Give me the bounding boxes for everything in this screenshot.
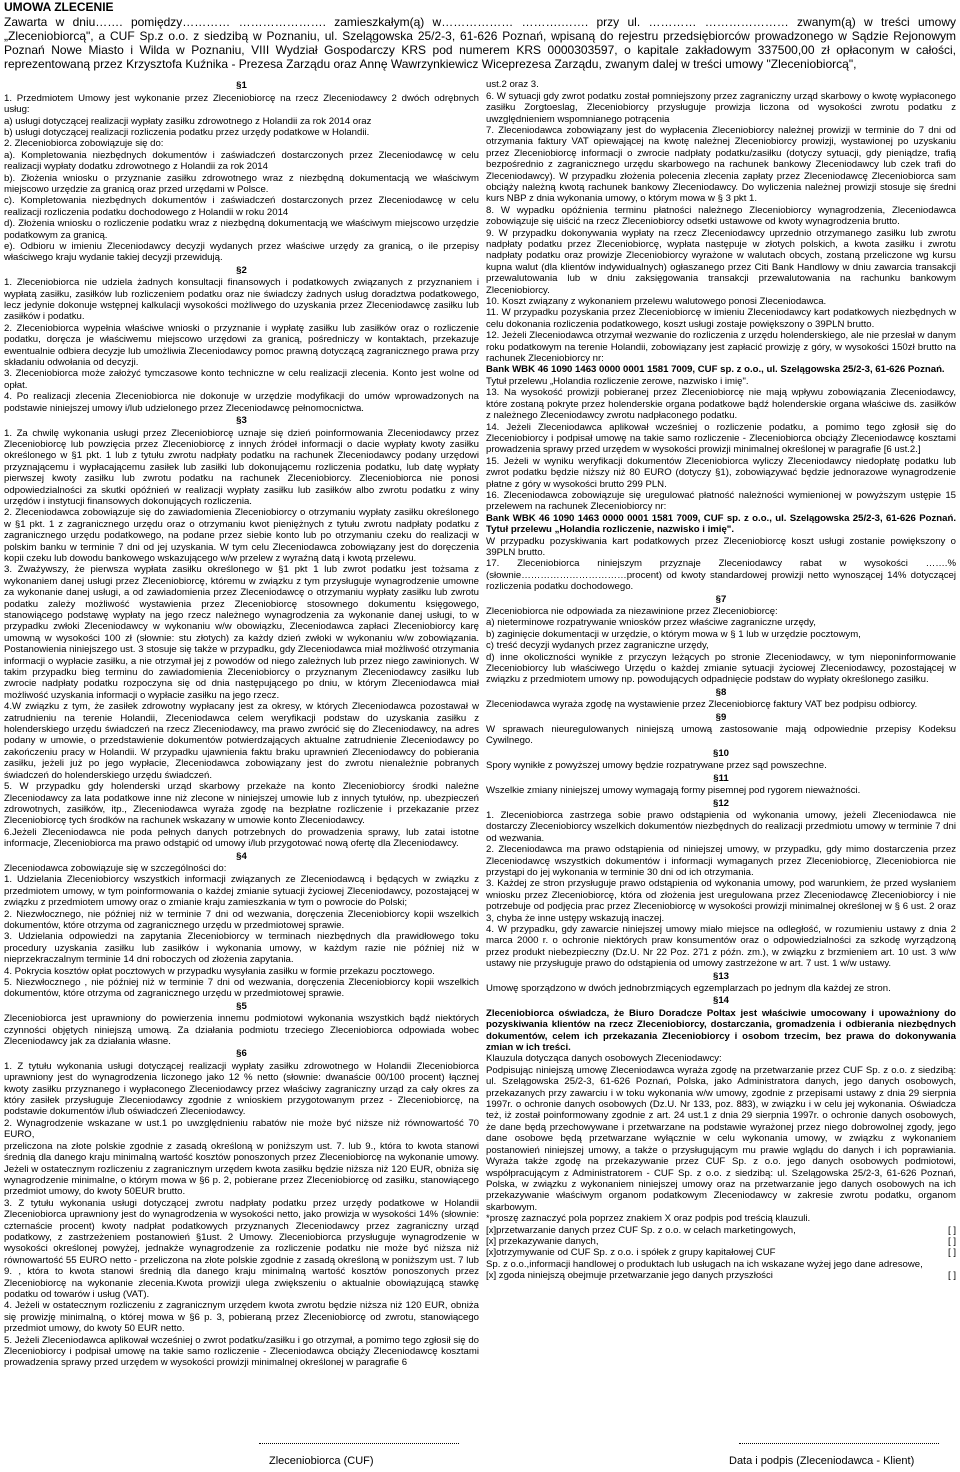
clause-paragraph: b) usługi dotyczącej realizacji rozliczenia podatku przez urzędy podatkowe w Holandii.: [4, 126, 370, 138]
clause-paragraph: 5. Jeżeli Zleceniodawca aplikował wcześniej o zwrot podatku/zasiłku i go otrzymał, a pomimo tego zgłosił się do Zleceniobiorcy i podpisał umowę na takie samo rozliczenie - Zleceniodawca obciąży Zleceniodawcę kosztami prowadzenia sprawy przed urzędem w wysokości prowizji minimalnej określonej w paragrafie 6: [4, 1334, 479, 1369]
clause-paragraph: 1. Udzielania Zleceniobiorcy wszystkich informacji związanych ze Zleceniodawcą i będących w związku z przedmiotem umowy, w tym poinformowania o każdej zmianie sytuacji życiowej Zleceniodawcy, pozostającej w związku z przedmiotem umowy oraz o zmianie kraju zamieszkania w tym o powrocie do Polski;: [4, 874, 479, 909]
clause-paragraph: 14. Jeżeli Zleceniodawca aplikował wcześniej o rozliczenie podatku, a pomimo tego zgłosił się do Zleceniobiorcy i podpisał umowę na takie samo rozliczenie - Zleceniobiorca obciąży Zleceniodawcę kosztami prowadzenia sprawy przed urzędem w wysokości prowizji minimalnej określonej w paragrafie [6 ust.2.]: [486, 421, 956, 456]
section-heading: §3: [236, 415, 247, 427]
clause-paragraph: Zleceniobiorca nie odpowiada za niezawinione przez Zleceniobiorcę:: [486, 606, 778, 617]
clause-paragraph: 1. Za chwilę wykonania usługi przez Zleceniobiorcę uznaje się dzień poinformowania Zleceniodawcy przez Zleceniobiorcę lub powzięcia przez Zleceniobiorcę z innych źródeł informacji o dacie wypłaty kwoty zasiłku określonego w §1 pkt. 1 lub z tytułu zwrotu nadpłaty podatku na rachunek Zleceniodawcy podany urzędowi przyznającemu i wypłacającemu zasiłek lub zasiłki lub dokonującemu rozliczenia podatku, lub datę wypłaty pierwszej kwoty zasiłku lub zwrotu podatku na rachunek Zleceniobiorcy. Zleceniobiorca nie ponosi odpowiedzialności za skutki opóźnień w realizacji wypłaty zasiłku lub zasiłków albo zwrotu podatku z winy urzędów i instytucji finansowych dokonujących rozliczenia.: [4, 427, 479, 507]
clause-paragraph: 4. Pokrycia kosztów opłat pocztowych w przypadku wysyłania zasiłku w formie przekazu pocztowego.: [4, 965, 435, 977]
clause-paragraph: 8. W wypadku opóźnienia terminu płatności należnego Zleceniobiorcy wynagrodzenia, Zleceniodawca zobowiązuje się uiścić na rzecz Zleceniobiorcy odsetki ustawowe od kwoty wynagrodzenia brutto.: [486, 204, 956, 228]
section-heading: §1: [236, 80, 247, 92]
consent-text: [x]przetwarzanie danych przez CUF Sp. z o.o. w celach marketingowych,: [486, 1224, 796, 1236]
clause-paragraph: 2. Zleceniobiorca zobowiązuje się do:: [4, 138, 164, 150]
clause-paragraph: przeliczona na złote polskie zgodnie z zasadą określoną w poniższym ust. 7. lub 9., która to kwota stanowi średnią dla danego kraju minimalną wartość kosztów ponoszonych przez Zleceniobiorcę na wykonanie umowy. Jeżeli w ostatecznym rozliczeniu z zagranicznym urzędem kwota zasiłku będzie niższa niż 120 EUR, obniża się wynagrodzenie minimalne, o którym mowa w §6 p. 2, pobierane przez Zleceniobiorcę od zasiłku, stanowiącego przedmiot umowy, do kwoty 50EUR brutto.: [4, 1140, 479, 1198]
clause-paragraph: 3. Zważywszy, że pierwsza wypłata zasiłku określonego w §1 pkt 1 lub zwrot podatku jest tożsama z wykonaniem danej usługi przez Zleceniobiorcę, któremu w związku z tym przysługuje wynagrodzenie umowne za wykonanie danej usługi, a od zawiadomienia przez Zleceniodawcę o otrzymaniu wypłaty zasiłku lub zwrotu podatku zależy możliwość wystawienia przez Zleceniobiorcę stosownego dokumentu księgowego, stanowiącego podstawę wypłaty na jego rzecz należnego wynagrodzenia za wykonanie danej usługi, to w przypadku zwłoki Zleceniodawcy w wykonaniu w/w obowiązku, Zleceniodawca zapłaci Zleceniobiorcy karę umowną w wysokości 100 zł (słownie: stu złotych) za każdy dzień zwłoki w wykonaniu w/w zobowiązania. Postanowienia niniejszego ust. 3 stosuje się także w przypadku, gdy Zleceniodawca miał możliwość otrzymania informacji o wypłacie zasiłku, a nie otrzymał jej z powodów od niego zależnych lub przez niego zawinionych. W takim przypadku bieg terminu do zawiadomienia Zleceniobiorcy o przyznanym Zleceniodawcy zasiłku lub zwrocie nadpłaty podatku rozpoczyna się od dnia następującego po dniu, w którym Zleceniodawca miał możliwość uzyskania informacji o wypłacie zasiłku na jego rzecz.: [4, 564, 479, 701]
clause-paragraph: 2. Zleceniobiorca wypełnia właściwe wnioski o przyznanie i wypłatę zasiłku lub zasiłków oraz o rozliczenie podatku, doręcza je właściwemu miejscowo urzędowi za granicą, pośredniczy w kontaktach, przekazuje ewentualnie odbiera decyzje lub umożliwia Zleceniodawcy pomoc prawną dotyczącą zagranicznego prawa przy składaniu odwołania od decyzji.: [4, 322, 479, 369]
clause-paragraph: 13. Na wysokość prowizji pobieranej przez Zleceniobiorcę nie mają wpływu zobowiązania Zleceniodawcy, które zostaną pokryte przez holenderskie organa podatkowe bądź holenderskie organa właściwe ds. zasiłków z należnego Zleceniodawcy zwrotu nadpłaconego podatku.: [486, 387, 956, 422]
clause-paragraph: 2. Wynagrodzenie wskazane w ust.1 po uwzględnieniu rabatów nie może być niższe niż równowartość 70 EURO,: [4, 1117, 479, 1141]
clause-paragraph: Zleceniobiorca oświadcza, że Biuro Doradcze Poltax jest właściwie umocowany i upoważniony do pozyskiwania klientów na rzecz Zleceniobiorcy, dostarczania, gromadzenia i odbierania niezbędnych dokumentów, celem ich przekazania Zleceniobiorcy i osobom trzecim, bez prawa do dokonywania zmian w ich treści.: [486, 1007, 956, 1054]
clause-paragraph: 6. W sytuacji gdy zwrot podatku został pomniejszony przez zagraniczny urząd skarbowy o kwotę wypłaconego zasiłku Zorgtoeslag, Zleceniobiorcy przysługuje prowizja liczona od wysokości zwrotu podatku z uwzględnieniem wspomnianego potrącenia: [486, 90, 956, 125]
clause-paragraph: 9. W przypadku dokonywania wypłaty na rzecz Zleceniodawcy uprzednio otrzymanego zasiłku lub zwrotu nadpłaty podatku przez Zleceniobiorcę, wypłata następuje w złotych polskich, a kwota zasiłku i zwrotu nadpłaty podatku oraz prowizje Zleceniobiorcy wyrażone w walutach obcych, zostaną przeliczone wg kursu kupna walut (dla klientów indywidualnych) ogłaszanego przez Citi Bank Handlowy w dniu zawarcia transakcji przewalutowania lub w dniu zaksięgowania transakcji przewalutowania na rachunku bankowym Zleceniobiorcy.: [486, 227, 956, 296]
clause-paragraph: Podpisując niniejszą umowę Zleceniodawca wyraża zgodę na przetwarzanie przez CUF Sp. z o.o. z siedzibą: ul. Szelągowska 25/2-3, 61-626 Poznań, Polska, jako Administratora danych, jego danych osobowych, przekazanych przy zawarciu i w toku wykonania w/w umowy, zgodnie z przepisami ustawy z dnia 29 sierpnia 1997r. o ochronie danych osobowych (Dz.U. Nr 133, poz. 883), w związku i w celu jej wykonania. Oświadcza też, iż został poinformowany zgodnie z art. 24 ust.1 z dnia 29 sierpnia 1997r. o ochronie danych osobowych, że dane będą przechowywane i przetwarzane na podstawie wyrażonej przez niego dobrowolnej zgody, jego dane osobowe będą przetwarzane wyłącznie w celu wykonania umowy, w związku z wykonaniem postanowień niniejszej umowy, a także o przysługującym mu prawie wglądu do danych i ich poprawiania. Wyraża także zgodę na przekazywanie przez CUF Sp. z o.o. jego danych osobowych podmiotowi, współpracującym z Administratorem - CUF Sp. z o.o. z siedzibą: ul. Szelągowska 25/2-3, 61-626 Poznań, Polska, w związku z wykonaniem niniejszej umowy oraz na przetwarzanie jego danych osobowych na ich przekazywanie właściwym organom podatkowym Zleceniodawcy w zakresie zwrotu podatku, organom skarbowym.: [486, 1064, 956, 1213]
consent-row: [486, 1270, 956, 1281]
clause-paragraph: *proszę zaznaczyć pola poprzez znakiem X oraz podpis pod treścią klauzuli.: [486, 1213, 811, 1225]
clause-paragraph: Wszelkie zmiany niniejszej umowy wymagają formy pisemnej pod rygorem nieważności.: [486, 785, 861, 797]
signature-label-client: Data i podpis (Zleceniodawca - Klient): [729, 1455, 915, 1467]
clause-paragraph: Bank WBK 46 1090 1463 0000 0001 1581 7009, CUF sp. z o.o., ul. Szelągowska 25/2-3, 61-626 Poznań. Tytuł przelewu „Holandia rozliczenie, nazwisko i imię".: [486, 512, 956, 536]
signature-line-contractor: [259, 1443, 459, 1444]
clause-paragraph: 3. Każdej ze stron przysługuje prawo odstąpienia od wykonania umowy, pod warunkiem, że przed wysłaniem wniosku przez Zleceniobiorcę, która od złożenia jest uregulowana przez Zleceniodawcę Zleceniobiorcy i nie potrzebuje od podjęcia prac przez Zleceniobiorcę w wysokości prowizji minimalnej określonej w § 6 ust. 2 oraz 3, chyba że inne ustępy wskazują inaczej.: [486, 878, 956, 924]
clause-paragraph: 7. Zleceniodawca zobowiązany jest do wypłacenia Zleceniobiorcy należnej prowizji w terminie do 7 dni od otrzymania faktury VAT opiewającej na kwotę należnej Zleceniobiorcy prowizji, wystawionej po uzyskaniu przez Zleceniobiorcę informacji o zwrocie nadpłaty podatku/zasiłku (dotyczy sytuacji, gdy pieniądze, trafią bezpośrednio z zagranicznego urzędu skarbowego na rachunek bankowy Zleceniodawcy lub czek trafi do Zleceniodawcy). W przypadku złożenia polecenia zlecenia zapłaty przez Zleceniodawcę Zleceniobiorca sam obciąży należną kwotą rachunek bankowy Zleceniodawcy. Do wyliczenia należnej prowizji stosuje się średni kurs NBP z dnia wykonania umowy, o którym mowa w § 3 pkt 1.: [486, 124, 956, 205]
contract-columns: [4, 79, 956, 1369]
clause-paragraph: 3. Udzielania odpowiedzi na zapytania Zleceniobiorcy w terminach niezbędnych dla prawidłowego toku procedury uzyskania zasiłku lub zasiłków i wykonania umowy, w każdym razie nie później niż w nieprzekraczalnym terminie 14 dni roboczych od złożenia zapytania.: [4, 931, 479, 966]
clause-paragraph: Sp. z o.o.,informacji handlowej o produktach lub usługach na ich wskazane wyżej jego dane adresowe,: [486, 1258, 923, 1270]
right-column: [486, 79, 956, 1369]
clause-paragraph: b) zaginięcie dokumentacji w urzędzie, o którym mowa w § 1 lub w urzędzie pocztowym,: [486, 628, 861, 640]
clause-paragraph: Zleceniobiorca jest uprawniony do powierzenia innemu podmiotowi wykonania wszystkich bądź niektórych czynności objętych niniejszą umową. Za działania podmiotu trzeciego Zleceniobiorca odpowiada wobec Zleceniodawcy jak za działania własne.: [4, 1013, 479, 1048]
consent-checkbox[interactable]: [ ]: [948, 1247, 956, 1259]
consent-checkbox[interactable]: [ ]: [948, 1270, 956, 1282]
clause-paragraph: 17. Zleceniobiorca niniejszym przyznaje Zleceniodawcy rabat w wysokości …….% (słownie……………………………procent) od kwoty standardowej prowizji netto wynoszącej 14% dotyczącej rozliczenia podatku dochodowego.: [486, 558, 956, 593]
clause-paragraph: Tytuł przelewu „Holandia rozliczenie zerowe, nazwisko i imię".: [486, 375, 749, 387]
clause-paragraph: 4. Jeżeli w ostatecznym rozliczeniu z zagranicznym urzędem kwota zwrotu będzie niższa niż 120 EUR, obniża się prowizję minimalną, o której mowa w §6 p. 3, pobieraną przez Zleceniobiorcę od zwrotu, stanowiącego przedmiot umowy, do kwoty 50 EUR netto.: [4, 1300, 479, 1335]
clause-paragraph: 3. Zleceniobiorca może założyć tymczasowe konto techniczne w celu realizacji zlecenia. Konto jest wolne od opłat.: [4, 368, 479, 391]
clause-paragraph: b). Złożenia wniosku o przyznanie zasiłku zdrowotnego wraz z niezbędną dokumentacją we właściwym miejscowo urzędzie za granicą oraz przed urzędami w Polsce.: [4, 172, 479, 195]
contract-intro: Zawarta w dniu……. pomiędzy………… …………………. zamieszkałym(ą) w……………… ……….……. przy ul. ………… ………………… zwanym(ą) w treści umowy „Zleceniobiorcą", a CUF Sp.z o.o. z siedzibą w Poznaniu, ul. Szelągowska 25/2-3, 61-626 Poznań, wpisaną do rejestru przedsiębiorców prowadzonego w Sądzie Rejonowym Poznań Nowe Miasto i Wilda w Poznaniu, VIII Wydział Gospodarczy KRS pod numerem KRS 0000303597, o kapitale zakładowym 337500,00 zł opłaconym w całości, reprezentowaną przez Krzysztofa Kuźnika - Prezesa Zarządu oraz Annę Wawrzynkiewicz Wiceprezesa Zarządu, zwanym dalej w treści umowy "Zleceniobiorcą",: [4, 15, 956, 72]
clause-paragraph: W sprawach nieuregulowanych niniejszą umową zastosowanie mają odpowiednie przepisy Kodeksu Cywilnego.: [486, 724, 956, 747]
consent-checkbox[interactable]: [ ]: [948, 1235, 956, 1247]
consent-row: [486, 1236, 956, 1247]
consent-row: [486, 1225, 956, 1236]
clause-paragraph: 1. Przedmiotem Umowy jest wykonanie przez Zleceniobiorcę na rzecz Zleceniodawcy 2 dwóch odrębnych usług:: [4, 92, 479, 116]
clause-paragraph: 5. Niezwłocznego , nie później niż w terminie 7 dni od wezwania, doręczenia Zleceniobiorcy kopii wszelkich dokumentów, które otrzyma od zagranicznego urzędu w przedmiotowej sprawie.: [4, 977, 479, 1000]
consent-row: [486, 1247, 956, 1258]
section-heading: §9: [715, 711, 727, 723]
clause-paragraph: ust.2 oraz 3.: [486, 79, 539, 91]
section-heading: §14: [712, 995, 729, 1007]
consent-text: [x] zgoda niniejszą obejmuje przetwarzanie jego danych przyszłości: [486, 1270, 773, 1282]
clause-paragraph: W przypadku pozyskiwania kart podatkowych przez Zleceniobiorcę koszt usługi zostanie powiększony o 39PLN brutto.: [486, 535, 956, 558]
section-heading: §2: [236, 264, 247, 276]
clause-paragraph: c). Kompletowania niezbędnych dokumentów i zaświadczeń dostarczonych przez Zleceniodawcę w celu realizacji rozliczenia podatku dochodowego z Holandii w roku 2014: [4, 195, 479, 218]
clause-paragraph: 3. Z tytułu wykonania usługi dotyczącej zwrotu nadpłaty podatku przez urzędy podatkowe w Holandii Zleceniobiorca uprawniony jest do wynagrodzenia w wysokości netto, jako prowizja w wysokości 14% (słownie: czternaście procent) kwoty nadpłat podatkowych przyznanych Zleceniodawcy przez zagraniczny urząd podatkowy, z zastrzeżeniem postanowień §1ust. 2 Umowy. Zleceniobiorca przysługuje wynagrodzenie w wysokości określonej powyżej, jednakże wynagrodzenie za rozliczenie podatku nie może być niższa niż równowartość 55 EURO netto - przeliczona na złote polskie zgodnie z zasadą określoną w poniższym ust. 7 lub 9. , która to kwota stanowi średnią dla danego kraju minimalną wartość kosztów ponoszonych przez Zleceniobiorcę na wykonanie zlecenia.Kwota prowizji ulega zwiększeniu o aktualnie obowiązującą stawkę podatku od towarów i usług (VAT).: [4, 1197, 479, 1300]
section-heading: §13: [712, 970, 729, 982]
clause-paragraph: 16. Zleceniodawca zobowiązuje się uregulować płatność należności wymienionej w powyższym ustępie 15 przelewem na rachunek Zleceniobiorcy nr:: [486, 489, 956, 513]
clause-paragraph: a) usługi dotyczącej realizacji wypłaty zasiłku zdrowotnego z Holandii za rok 2014 oraz: [4, 115, 372, 127]
document-title: UMOWA ZLECENIE: [4, 0, 114, 14]
consent-text: [x]otrzymywanie od CUF Sp. z o.o. i spółek z grupy kapitałowej CUF: [486, 1247, 776, 1259]
clause-paragraph: 5. W przypadku gdy holenderski urząd skarbowy przekaże na konto Zleceniobiorcy środki należne Zleceniodawcy za lata podatkowe inne niż zlecone w niniejszej umowie lub z innych tytułów, np. ubezpieczeń zdrowotnych, zasiłków, itp., Zleceniodawca wyraża zgodę na bezpłatne rozliczenie i przekazanie przez Zleceniobiorcę tych środków na rachunek wskazany w umowie konto Zleceniodawcy.: [4, 781, 479, 827]
signature-label-contractor: Zleceniobiorca (CUF): [269, 1455, 374, 1467]
clause-paragraph: 12. Jeżeli Zleceniodawca otrzymał wezwanie do rozliczenia z urzędu holenderskiego, ale nie przesłał w danym roku podatkowym na terenie Holandii, zobowiązany jest zapłacić prowizję z góry, w wysokości 150zł brutto na rachunek Zleceniobiorcy nr:: [486, 330, 956, 365]
clause-paragraph: 15. Jeżeli w wyniku weryfikacji dokumentów Zleceniobiorca wyliczy Zleceniodawcy niedopłatę podatku lub zwrot podatku będzie niższy niż 80 EURO (dotyczy §1), zobowiązywać będzie jednorazowe wynagrodzenie płatne z góry w wysokości brutto 299 PLN.: [486, 455, 956, 490]
section-heading: §11: [713, 772, 729, 784]
clause-paragraph: 1. Zleceniobiorca nie udziela żadnych konsultacji finansowych i podatkowych związanych z przyznaniem i wypłatą zasiłku, zasiłków lub rozliczeniem podatku oraz nie świadczy żadnych usług doradztwa podatkowego, lecz jedynie dokonuje wstępnej kalkulacji wysokości możliwego do uzyskania przez Zleceniodawcę zasiłku lub zasiłków i podatku.: [4, 277, 479, 323]
clause-paragraph: 11. W przypadku pozyskania przez Zleceniobiorcę w imieniu Zleceniodawcy kart podatkowych niezbędnych w celu dokonania rozliczenia podatkowego, koszt usługi zostaje powiększony o 39PLN brutto.: [486, 307, 956, 330]
consent-checkbox[interactable]: [ ]: [948, 1224, 956, 1236]
clause-paragraph: Bank WBK 46 1090 1463 0000 0001 1581 7009, CUF sp. z o.o., ul. Szelągowska 25/2-3, 61-626 Poznań.: [486, 364, 945, 376]
clause-paragraph: 2. Zleceniodawca ma prawo odstąpienia od niniejszej umowy, w przypadku, gdy mimo dostarczenia przez Zleceniodawcę wszystkich dokumentów i informacji wymaganych przez Zleceniobiorcę, Zleceniobiorca nie przystąpi do jej wykonania w terminie 30 dni od ich otrzymania.: [486, 844, 956, 878]
clause-paragraph: a) nieterminowe rozpatrywanie wniosków przez właściwe zagraniczne urzędy,: [486, 617, 816, 629]
clause-paragraph: Zleceniodawca wyraża zgodę na wystawienie przez Zleceniobiorcę faktury VAT bez podpisu odbiorcy.: [486, 699, 918, 711]
clause-paragraph: a). Kompletowania niezbędnych dokumentów i zaświadczeń dostarczonych przez Zleceniodawcę w celu realizacji wypłaty dodatku zdrowotnego z Holandii za rok 2014: [4, 149, 479, 173]
clause-paragraph: 4.W związku z tym, że zasiłek zdrowotny wypłacany jest za okresy, w których Zleceniodawca pozostawał w zatrudnieniu na terenie Holandii, Zleceniodawca celem weryfikacji podstaw do uzyskania zasiłku z holenderskiego urzędu świadczeń na rzecz Zleceniodawcy, ma prawo zwrócić się do Zleceniodawcy, na adres podany w umowie, o przedstawienie dokumentów potwierdzających aktualne zatrudnienie Zleceniodawcy po zakończeniu pracy w Holandii. W przypadku ujawnienia faktu braku uprawnień Zleceniodawcy do pobierania zasiłku, jeżeli już po jego wypłacie, Zleceniodawca zobowiązany jest do zwrotu nienależnie pobranych świadczeń do holenderskiego urzędu świadczeń.: [4, 701, 479, 781]
clause-paragraph: c) treść decyzji wydanych przez zagraniczne urzędy,: [486, 640, 709, 652]
section-heading: §7: [715, 593, 727, 605]
clause-paragraph: 1. Z tytułu wykonania usługi dotyczącej realizacji wypłaty zasiłku zdrowotnego w Holandii Zleceniobiorca uprawniony jest do wynagrodzenia liczonego jako 12 % netto (słownie: dwanaście 00/100 procent) łącznej kwoty zasiłku przyznanego i wypłaconego Zleceniodawcy przez właściwy zagraniczny urząd za cały okres za który zasiłek przysługuje Zleceniodawcy zgodnie z wnioskiem przygotowanym przez - Zleceniobiorcę, na podstawie dokumentów i/lub oświadczeń Zleceniodawcy.: [4, 1060, 479, 1118]
clause-paragraph: Klauzula dotycząca danych osobowych Zleceniodawcy:: [486, 1053, 722, 1065]
clause-paragraph: Spory wynikłe z powyższej umowy będzie rozpatrywane przez sąd powszechne.: [486, 760, 827, 772]
clause-paragraph: Zleceniodawca zobowiązuje się w szczególności do:: [4, 862, 227, 874]
clause-paragraph: Umowę sporządzono w dwóch jednobrzmiących egzemplarzach po jednym dla każdej ze stron.: [486, 983, 891, 994]
clause-paragraph: d). Złożenia wniosku o rozliczenie podatku wraz z niezbędną dokumentacją we właściwym miejscowo urzędzie podatkowym za granicą.: [4, 218, 479, 241]
clause-paragraph: 1. Zleceniobiorca zastrzega sobie prawo odstąpienia od wykonania umowy, jeżeli Zleceniodawca nie dostarczy Zleceniobiorcy wszelkich dokumentów niezbędnych do realizacji przedmiotu umowy w terminie 7 dni od wezwania.: [486, 809, 956, 844]
contract-page: [4, 0, 956, 1467]
signature-area: [4, 1433, 956, 1472]
clause-paragraph: 2. Niezwłocznego, nie później niż w terminie 7 dni od wezwania, doręczenia Zleceniobiorcy kopii wszelkich dokumentów, które otrzyma od zagranicznego urzędu w przedmiotowej sprawie.: [4, 908, 479, 931]
clause-paragraph: d) inne okoliczności wynikłe z przyczyn leżących po stronie Zleceniodawcy, w tym nieponinformowanie Zleceniobiorcy lub właściwego Urzędu o każdej zmianie sytuacji życiowej Zleceniodawcy, pozostającej w związku z przedmiotem umowy np. powodujących odpadnięcie podstaw do wypłaty określonego zasiłku.: [486, 651, 956, 686]
clause-paragraph: 4. W przypadku, gdy zawarcie niniejszej umowy miało miejsce na odległość, w rozumieniu ustawy z dnia 2 marca 2000 r. o ochronie niektórych praw konsumentów oraz o odpowiedzialności za szkodę wyrządzoną przez produkt niebezpieczny (Dz.U. Nr 22 Poz. 271 z późn. zm.), w związku z brzmieniem art. 10 ust. 3 w/w ustawy nie przysługuje prawo do odstąpienia od umowy zastrzeżone w art. 7 ust. 1 w/w ustawy.: [486, 923, 956, 970]
signature-line-client: [739, 1443, 939, 1444]
section-heading: §5: [236, 1000, 247, 1012]
section-heading: §4: [236, 850, 247, 862]
clause-paragraph: e). Odbioru w imieniu Zleceniodawcy decyzji wydanych przez właściwe urzędy za granicą, o ile przepisy właściwego kraju wydanie takiej decyzji przewidują.: [4, 241, 479, 264]
clause-paragraph: 6.Jeżeli Zleceniodawca nie poda pełnych danych potrzebnych do prowadzenia sprawy, lub zatai istotne informacje, Zleceniobiorca ma prawo odstąpić od umowy i/lub przygotować nową ofertę dla Zleceniodawcy.: [4, 826, 479, 850]
section-heading: §6: [236, 1048, 247, 1060]
clause-paragraph: 2. Zleceniodawca zobowiązuje się do zawiadomienia Zleceniobiorcy o otrzymaniu wypłaty zasiłku określonego w §1 pkt. 1 z zagranicznego urzędu oraz o otrzymaniu kwot pieniężnych z tytułu zwrotu nadpłaty podatku z zagranicznego urzędu podatkowego, na podane przez siebie konto lub po otrzymaniu czeku do realizacji w polskim banku w terminie 7 dni od jej uzyskania. W tym celu Zleceniodawca zobowiązany jest do doręczenia kopii czeku lub dowodu bankowego wskazującego w/w przelew z wyraźną datą i kwotą przelewu.: [4, 507, 479, 564]
clause-paragraph: 4. Po realizacji zlecenia Zleceniobiorca nie dokonuje w urzędzie modyfikacji do umów wprowadzonych na podstawie niniejszej umowy i/lub udzielonego przez Zleceniodawcę pełnomocnictwa.: [4, 391, 479, 414]
clause-paragraph: 10. Koszt związany z wykonaniem przelewu walutowego ponosi Zleceniodawca.: [486, 296, 827, 308]
consent-text: [x] przekazywanie danych,: [486, 1235, 599, 1247]
left-column: [4, 79, 479, 1369]
section-heading: §8: [715, 686, 727, 698]
section-heading: §12: [712, 797, 729, 809]
section-heading: §10: [712, 747, 729, 759]
